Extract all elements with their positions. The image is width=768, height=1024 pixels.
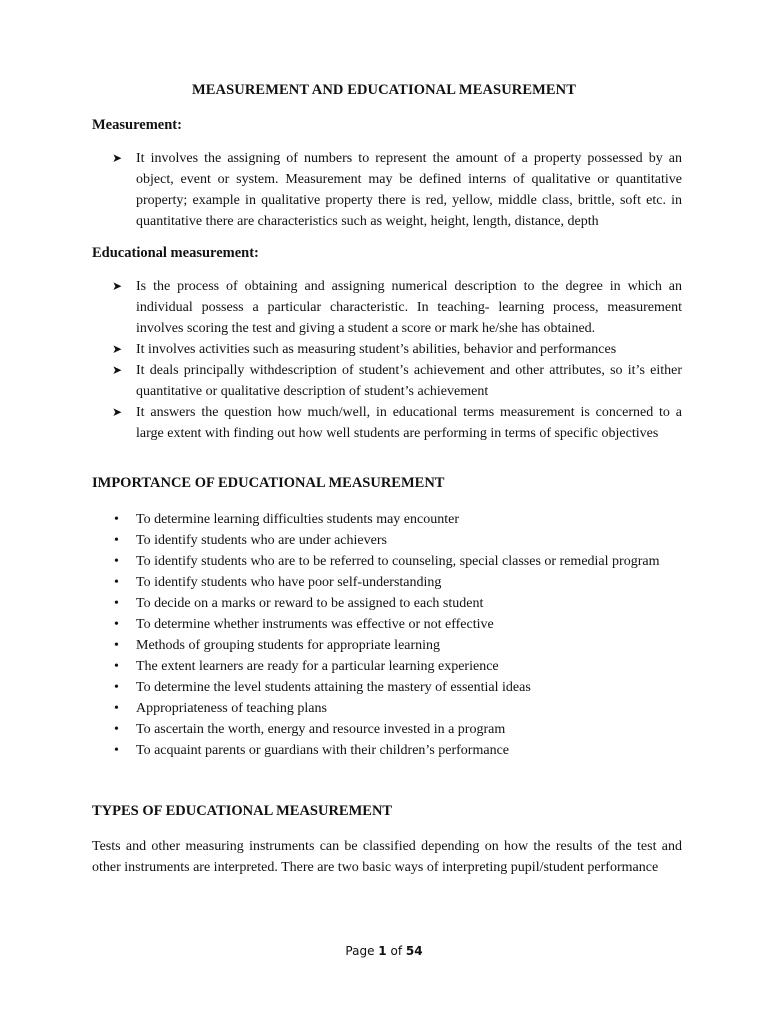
list-item: • To decide on a marks or reward to be assigned to each student (92, 593, 682, 614)
types-paragraph: Tests and other measuring instruments can be classified depending on how the results of the test and other instruments are interpreted. There are two basic ways of interpreting pupil/student performance (92, 839, 682, 875)
arrow-bullet-icon: ➤ (112, 151, 123, 165)
arrow-bullet-icon: ➤ (112, 405, 123, 419)
list-item: • To identify students who are to be referred to counseling, special classes or remedial program (92, 551, 682, 572)
list-item: • To acquaint parents or guardians with their children’s performance (92, 740, 682, 761)
measurement-heading: Measurement: (92, 117, 182, 133)
bullet-dot-icon: • (114, 722, 119, 737)
page-title: MEASUREMENT AND EDUCATIONAL MEASUREMENT (191, 82, 577, 98)
bullet-dot-icon: • (114, 701, 119, 716)
footer-of: of (386, 944, 406, 958)
arrow-bullet-icon: ➤ (112, 363, 123, 377)
footer-prefix: Page (345, 944, 379, 958)
bullet-dot-icon: • (114, 512, 119, 527)
list-item: • To identify students who are under achievers (92, 530, 682, 551)
page-footer (0, 944, 768, 958)
bullet-dot-icon: • (114, 617, 119, 632)
current-page-number: 1 (378, 944, 387, 958)
list-item: ➤ It deals principally withdescription of student’s achievement and other attributes, so it’s either quantitative or qualitative description of student’s achievement (92, 360, 682, 402)
list-item: ➤ It answers the question how much/well, in educational terms measurement is concerned to a large extent with finding out how well students are performing in terms of specific objectives (92, 402, 682, 444)
importance-list (92, 509, 682, 761)
bullet-dot-icon: • (114, 743, 119, 758)
arrow-bullet-icon: ➤ (112, 342, 123, 356)
bullet-dot-icon: • (114, 533, 119, 548)
bullet-dot-icon: • (114, 659, 119, 674)
bullet-dot-icon: • (114, 554, 119, 569)
arrow-bullet-icon: ➤ (112, 279, 123, 293)
list-item: • Appropriateness of teaching plans (92, 698, 682, 719)
types-heading: TYPES OF EDUCATIONAL MEASUREMENT (92, 803, 393, 819)
bullet-dot-icon: • (114, 575, 119, 590)
list-item: • To determine the level students attaining the mastery of essential ideas (92, 677, 682, 698)
total-page-count: 54 (405, 944, 423, 958)
bullet-dot-icon: • (114, 680, 119, 695)
measurement-list (92, 148, 682, 232)
educational-measurement-list (92, 276, 682, 444)
bullet-dot-icon: • (114, 596, 119, 611)
list-item: • To identify students who have poor self-understanding (92, 572, 682, 593)
educational-measurement-heading: Educational measurement: (92, 245, 259, 261)
list-item: • Methods of grouping students for appropriate learning (92, 635, 682, 656)
importance-heading: IMPORTANCE OF EDUCATIONAL MEASUREMENT (92, 475, 445, 491)
list-item: • To determine whether instruments was effective or not effective (92, 614, 682, 635)
list-item: • The extent learners are ready for a particular learning experience (92, 656, 682, 677)
list-item: • To ascertain the worth, energy and resource invested in a program (92, 719, 682, 740)
list-item: ➤ Is the process of obtaining and assigning numerical description to the degree in which an individual possess a particular characteristic. In teaching- learning process, measurement involves scoring the test and giving a student a score or mark he/she has obtained. (92, 276, 682, 339)
bullet-dot-icon: • (114, 638, 119, 653)
list-item: ➤ It involves activities such as measuring student’s abilities, behavior and performances (92, 339, 682, 360)
list-item: • To determine learning difficulties students may encounter (92, 509, 682, 530)
list-item: ➤ It involves the assigning of numbers to represent the amount of a property possessed by an object, event or system. Measurement may be defined interns of qualitative or quantitative property; example in qualitative property there is red, yellow, middle class, brittle, soft etc. in quantitative there are characteristics such as weight, height, length, distance, depth (92, 148, 682, 232)
